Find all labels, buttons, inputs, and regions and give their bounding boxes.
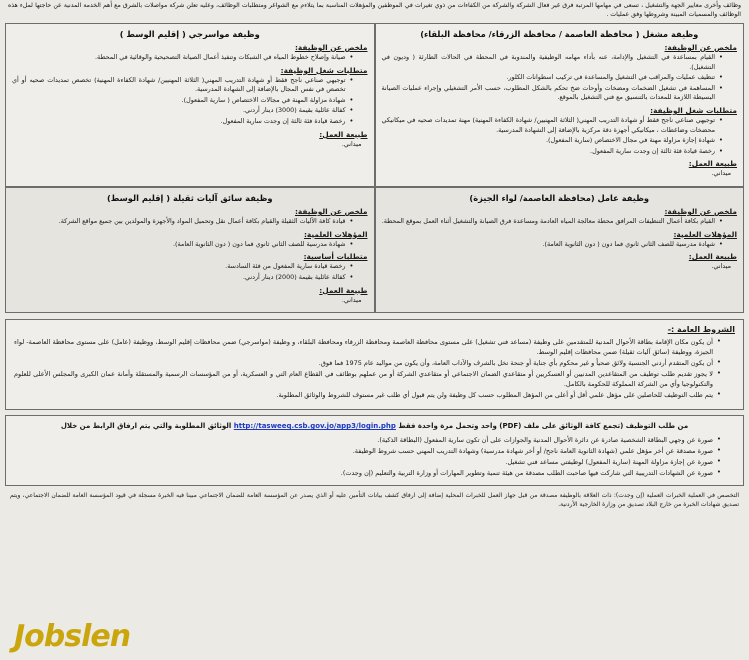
section-text: ميداني. bbox=[711, 262, 731, 271]
section-heading: طبيعة العمل: bbox=[319, 129, 368, 139]
section-heading: متطلبات شغل الوظيفة: bbox=[650, 106, 737, 116]
documents-list bbox=[14, 435, 735, 478]
job-title: وظيفة مشغل ( محافظة العاصمة / محافظة الزرقاء/ محافظة البلقاء) bbox=[420, 28, 699, 39]
list-item: • رخصة قيادة فئة ثالثة إن وجدت سارية المفعول. bbox=[12, 117, 354, 127]
list-item: • صيانة وإصلاح خطوط المياه في الشبكات وتنفيذ أعمال الصيانة التصحيحية والوقائية في المحطة. bbox=[12, 53, 354, 63]
list-item: • رخصة قيادة فئة ثالثة إن وجدت سارية المفعول. bbox=[382, 147, 724, 157]
list-item: • صورة عن إجازة مزاولة المهنة (سارية المفعول) لوظيفتي مساعد فني تشغيل. bbox=[14, 457, 721, 467]
section-heading: طبيعة العمل: bbox=[688, 252, 737, 262]
documents-title-suffix: من طلب التوظيف (تجمع كافة الوثائق على ملف (PDF) واحد وتحمل مرة واحدة فقط bbox=[398, 422, 689, 431]
section-heading: ملخص عن الوظيفة: bbox=[294, 42, 368, 52]
section-heading: المؤهلات العلمية: bbox=[303, 229, 368, 239]
list-item: • شهادة إجازة مزاولة مهنة في مجال الاختصاص (سارية المفعول). bbox=[382, 136, 724, 146]
section-heading: طبيعة العمل: bbox=[319, 285, 368, 295]
section-list bbox=[382, 53, 738, 103]
watermark-text: Jobslen bbox=[14, 619, 131, 654]
list-item: • قيادة كافة الآليات الثقيلة والقيام بكافة أعمال نقل وتحميل المواد والأجهزة والمولدين بين جميع مواقع الشركة. bbox=[12, 217, 354, 227]
section-text: ميداني. bbox=[341, 139, 362, 148]
documents-title-prefix: الوثائق المطلوبة والتي يتم ارفاق الرابط من خلال bbox=[60, 422, 232, 431]
section-heading: ملخص عن الوظيفة: bbox=[664, 207, 737, 217]
job-card-amil-jizah bbox=[375, 187, 745, 313]
section-heading: متطلبات شغل الوظيفة: bbox=[280, 65, 368, 75]
section-list bbox=[382, 116, 738, 156]
list-item: • المساهمة في تشغيل الضخمات ومضخات وأوحات ضخ تحكم بالشكل المطلوب، حسب الأمر التشغيلي وإجراء عمليات الصيانة البسيطة اللازمة للمعدات بالتنسيق مع فني التشغيل بالموقع. bbox=[382, 84, 724, 103]
list-item: • يتم طلب التوظيف للحاصلين على مؤهل علمي أقل أو أعلى من المؤهل المطلوب حسب كل وظيفة ولن يتم قبول أي طلب غير مستوف للشروط والوثائق المطلوبة. bbox=[14, 390, 721, 400]
list-item: • القيام بمساعدة في التشغيل والإدامة، عنه بأداء مهامه الوظيفية والمندوبة في المحطة في الحالات الطارئة ( وديون في التشغيل). bbox=[382, 53, 724, 72]
section-list bbox=[12, 76, 368, 127]
list-item: • صورة عن الشهادات التدريبية التي شاركت فيها صاحبت الطلب مصدقة من هيئة تنمية وتطوير المهارات أو وزارة التربية والتعليم (إن وجدت). bbox=[14, 468, 721, 478]
list-item: • شهادة مدرسية للصف الثاني ثانوي فما دون ( دون الثانوية العامة). bbox=[12, 240, 354, 250]
section-text: ميداني. bbox=[341, 295, 362, 304]
section-list bbox=[12, 240, 368, 250]
documents-footnote: التخصص في العملية الخبرات العملية (إن وجدت): ذات العلاقة بالوظيفة مصدقة من قبل جهاز العمل للخبرات المحلية إضافة إلى ارفاق كشف بيانات التأمين عليه أو الذي يصدر عن المؤسسة العامة للضمان الاجتماعي مبينا فيه الخبرة مسجلة في قيود المؤسسة العامة للضمان الاجتماعي، ويتم تصديق شهادات الخبرة من خارج البلاد تصديق من وزارة الخارجية الأردنية. bbox=[10, 491, 739, 508]
job-card-sayiq-wasat bbox=[5, 187, 375, 313]
section-text: ميداني. bbox=[711, 169, 731, 178]
section-list bbox=[382, 217, 738, 227]
job-title: وظيفة سائق آليات ثقيلة ( إقليم الوسط) bbox=[106, 193, 273, 204]
section-heading: ملخص عن الوظيفة: bbox=[664, 42, 737, 52]
application-link[interactable]: http://tasweeq.csb.gov.jo/app3/login.php bbox=[233, 422, 396, 431]
list-item: • شهادة مزاولة المهنة في مجالات الاختصاص ( سارية المفعول). bbox=[12, 96, 354, 106]
job-title: وظيفة عامل (محافظة العاصمة/ لواء الجيزة) bbox=[469, 193, 650, 204]
list-item: • توجيهي صناعي ناجح فقط أو شهادة التدريب المهني( الثلاثة المهنيين/ شهادة الكفاءة المهنية) مهنة تمديدات صحيه في ميكانيكي محضخات وضاغطات ، ميكانيكي أجهزة دقة مركزية بالإضافة إلى الشهادة المدرسية. bbox=[382, 116, 724, 135]
list-item: • القيام بكافة أعمال التنظيفات المرافق محطة معالجة المياه العادمة ومساعدة فرق الصيانة والتشغيل أثناء العمل بموقع المحطة. bbox=[382, 217, 724, 227]
list-item: • صورة مصدقة عن أخر مؤهل علمي (شهادة الثانوية العامة ناجح/ أو أخر شهادة مدرسية) وشهادة التدريب المهني حسب شروط الوظيفة. bbox=[14, 446, 721, 456]
conditions-list bbox=[14, 337, 735, 400]
jobslen-watermark bbox=[14, 619, 130, 654]
section-heading: ملخص عن الوظيفة: bbox=[294, 207, 368, 217]
job-card-zarqa-balqa bbox=[375, 23, 745, 187]
conditions-title: الشروط العامة :- bbox=[667, 325, 735, 335]
section-list bbox=[12, 262, 368, 282]
job-title: وظيفة مواسرجي ( إقليم الوسط ) bbox=[119, 28, 260, 39]
section-heading: طبيعة العمل: bbox=[688, 159, 737, 169]
list-item: • أن يكون المتقدم أردني الجنسية ولائق صحياً و غير محكوم بأي جناية أو جنحة تخل بالشرف والآداب العامة، وأن يكون من مواليد عام 1975 فما فوق. bbox=[14, 358, 721, 368]
top-note: وظائف وأخرى معايير الجهة والتشغيل ، تسعى في مهامها المرتبة فرق غير فعال الشركة والشركة من الكفاءات من ذوي تغيرات في الموظفين والمؤهلات المناسبة بما يتلاءم مع الشواغر ومتطلبات الوظائف، وعليه تعلن شركة مواصلات بالشرق مع أهم الخدمة المدنية عن حاجتها لملء هذه الوظائف والمسميات المبينة وشروطها وفق عمليات . bbox=[8, 2, 741, 18]
list-item: • توجيهي صناعي ناجح فقط أو شهادة التدريب المهني( الثلاثة المهنيين/ شهادة الكفاءة المهنية) تخصص تمديدات صحيه أو أي تخصص في نفس المجال بالإضافة إلى الشهادة المدرسية. bbox=[12, 76, 354, 95]
list-item: • صورة عن وجهي البطاقة الشخصية صادرة عن دائرة الأحوال المدنية والجوازات على أن تكون سارية المفعول (البطاقة الذكية). bbox=[14, 435, 721, 445]
section-heading: متطلبات أساسية: bbox=[303, 252, 368, 262]
section-list bbox=[12, 217, 368, 227]
documents-title bbox=[14, 421, 735, 432]
section-list bbox=[12, 53, 368, 63]
general-conditions bbox=[5, 319, 744, 410]
section-list bbox=[382, 240, 738, 250]
list-item: • أن يكون مكان الإقامة بطاقة الأحوال المدنية للمتقدمين على وظيفة (مساعد فني تشغيل) على مستوى محافظة العاصمة ومحافظة الزرقاء ومحافظة البلقاء، و وظيفة (مواسرجي) ضمن محافظات إقليم الوسط، ووظيفة (عامل) على مستوى محافظة العاصمة- لواء الجيزة، ووظيفة (سائق آليات ثقيلة) ضمن محافظات إقليم الوسط. bbox=[14, 337, 721, 357]
list-item: • رخصة قيادة سارية المفعول من فئة السادسة. bbox=[12, 262, 354, 272]
list-item: • كفالة عائلية بقيمة (2000) دينار أردني. bbox=[12, 273, 354, 283]
list-item: • شهادة مدرسية للصف الثاني ثانوي فما دون ( دون الثانوية العامة). bbox=[382, 240, 724, 250]
required-documents bbox=[5, 415, 744, 485]
list-item: • تنظيف عمليات والمراقب في التشغيل والمساعدة في تركيب اسطوانات الكلور. bbox=[382, 73, 724, 83]
job-card-mawasir-wasat bbox=[5, 23, 375, 187]
jobs-grid bbox=[0, 23, 749, 313]
list-item: • كفالة عائلية بقيمة (3000) دينار أردني. bbox=[12, 106, 354, 116]
section-heading: المؤهلات العلمية: bbox=[673, 229, 737, 239]
list-item: • لا يجوز تقديم طلب توظيف من المتقاعدين المدنيين أو العسكريين أو متقاعدي الضمان الاجتماعي أو متقاعدي الشركة أو من عملهم بوظائف في القطاع العام التي و العسكرية، أو من المؤسسات الرسمية والمستقلة وأمانة عمان الكبرى والمجلس الأعلى للعلوم والتكنولوجيا وأي من الشركة المملوكة للحكومة بالكامل. bbox=[14, 369, 721, 389]
